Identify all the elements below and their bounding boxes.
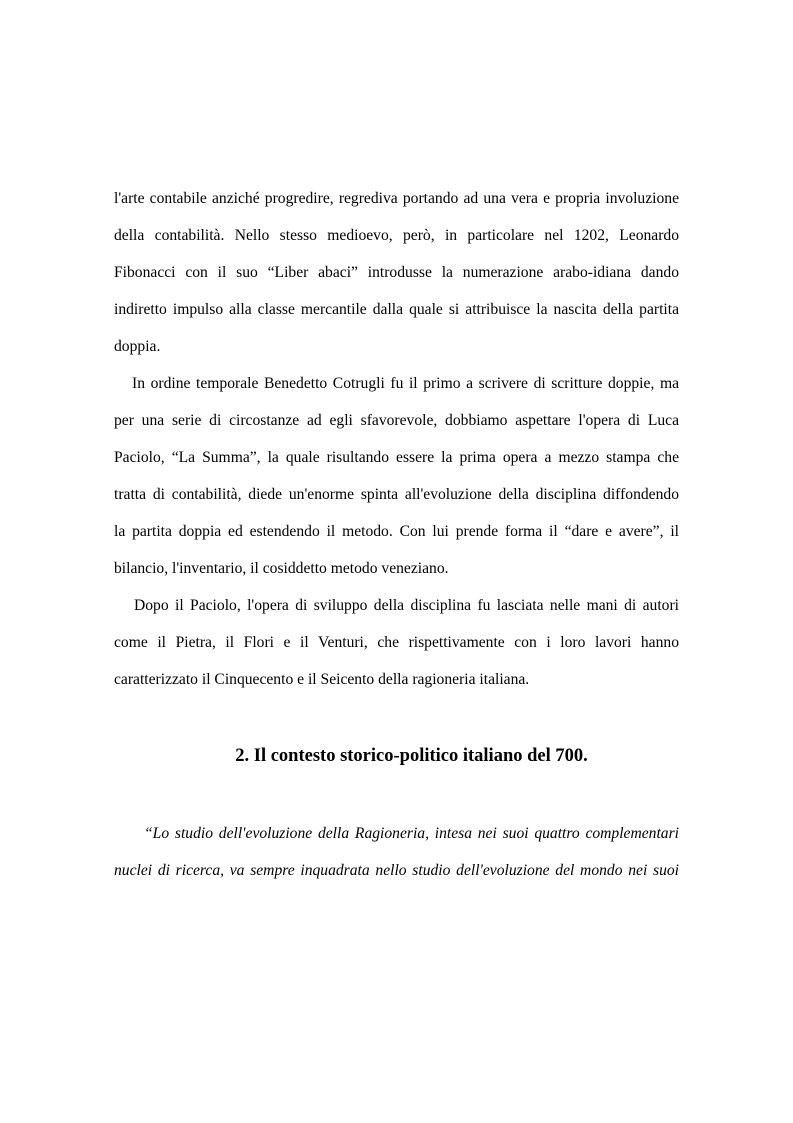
- paragraph-1-line-2: della contabilità. Nello stesso medioevo, però, in particolare nel 1202, Leonardo: [114, 227, 679, 244]
- paragraph-2-line-5: la partita doppia ed estendendo il metodo. Con lui prende forma il “dare e avere”, il: [114, 523, 679, 540]
- paragraph-1-line-3: Fibonacci con il suo “Liber abaci” introdusse la numerazione arabo-idiana dando: [114, 264, 679, 281]
- paragraph-2-line-3: Paciolo, “La Summa”, la quale risultando essere la prima opera a mezzo stampa che: [114, 449, 679, 466]
- paragraph-2-line-1: In ordine temporale Benedetto Cotrugli fu il primo a scrivere di scritture doppie, ma: [132, 375, 679, 392]
- paragraph-1-line-5: doppia.: [114, 338, 161, 355]
- paragraph-2-line-2: per una serie di circostanze ad egli sfavorevole, dobbiamo aspettare l'opera di Luca: [114, 412, 679, 429]
- quote-line-1: “Lo studio dell'evoluzione della Ragioneria, intesa nei suoi quattro complementari: [144, 825, 679, 842]
- paragraph-1-line-1: l'arte contabile anziché progredire, regrediva portando ad una vera e propria involuzione: [114, 190, 679, 207]
- quote-text: [114, 815, 679, 889]
- paragraph-1-line-4: indiretto impulso alla classe mercantile dalla quale si attribuisce la nascita della partita: [114, 301, 679, 318]
- paragraph-3-line-2: come il Pietra, il Flori e il Venturi, che rispettivamente con i loro lavori hanno: [114, 634, 679, 651]
- paragraph-3-line-3: caratterizzato il Cinquecento e il Seicento della ragioneria italiana.: [114, 671, 530, 688]
- body-text: [114, 180, 679, 698]
- section-heading: [0, 744, 793, 768]
- quote-line-2: nuclei di ricerca, va sempre inquadrata nello studio dell'evoluzione del mondo nei suoi: [114, 862, 679, 879]
- paragraph-2-line-6: bilancio, l'inventario, il cosiddetto metodo veneziano.: [114, 560, 449, 577]
- paragraph-2-line-4: tratta di contabilità, diede un'enorme spinta all'evoluzione della disciplina diffondendo: [114, 486, 679, 503]
- paragraph-3-line-1: Dopo il Paciolo, l'opera di sviluppo della disciplina fu lasciata nelle mani di autori: [134, 597, 679, 614]
- section-heading-text: 2. Il contesto storico-politico italiano del 700.: [235, 746, 588, 766]
